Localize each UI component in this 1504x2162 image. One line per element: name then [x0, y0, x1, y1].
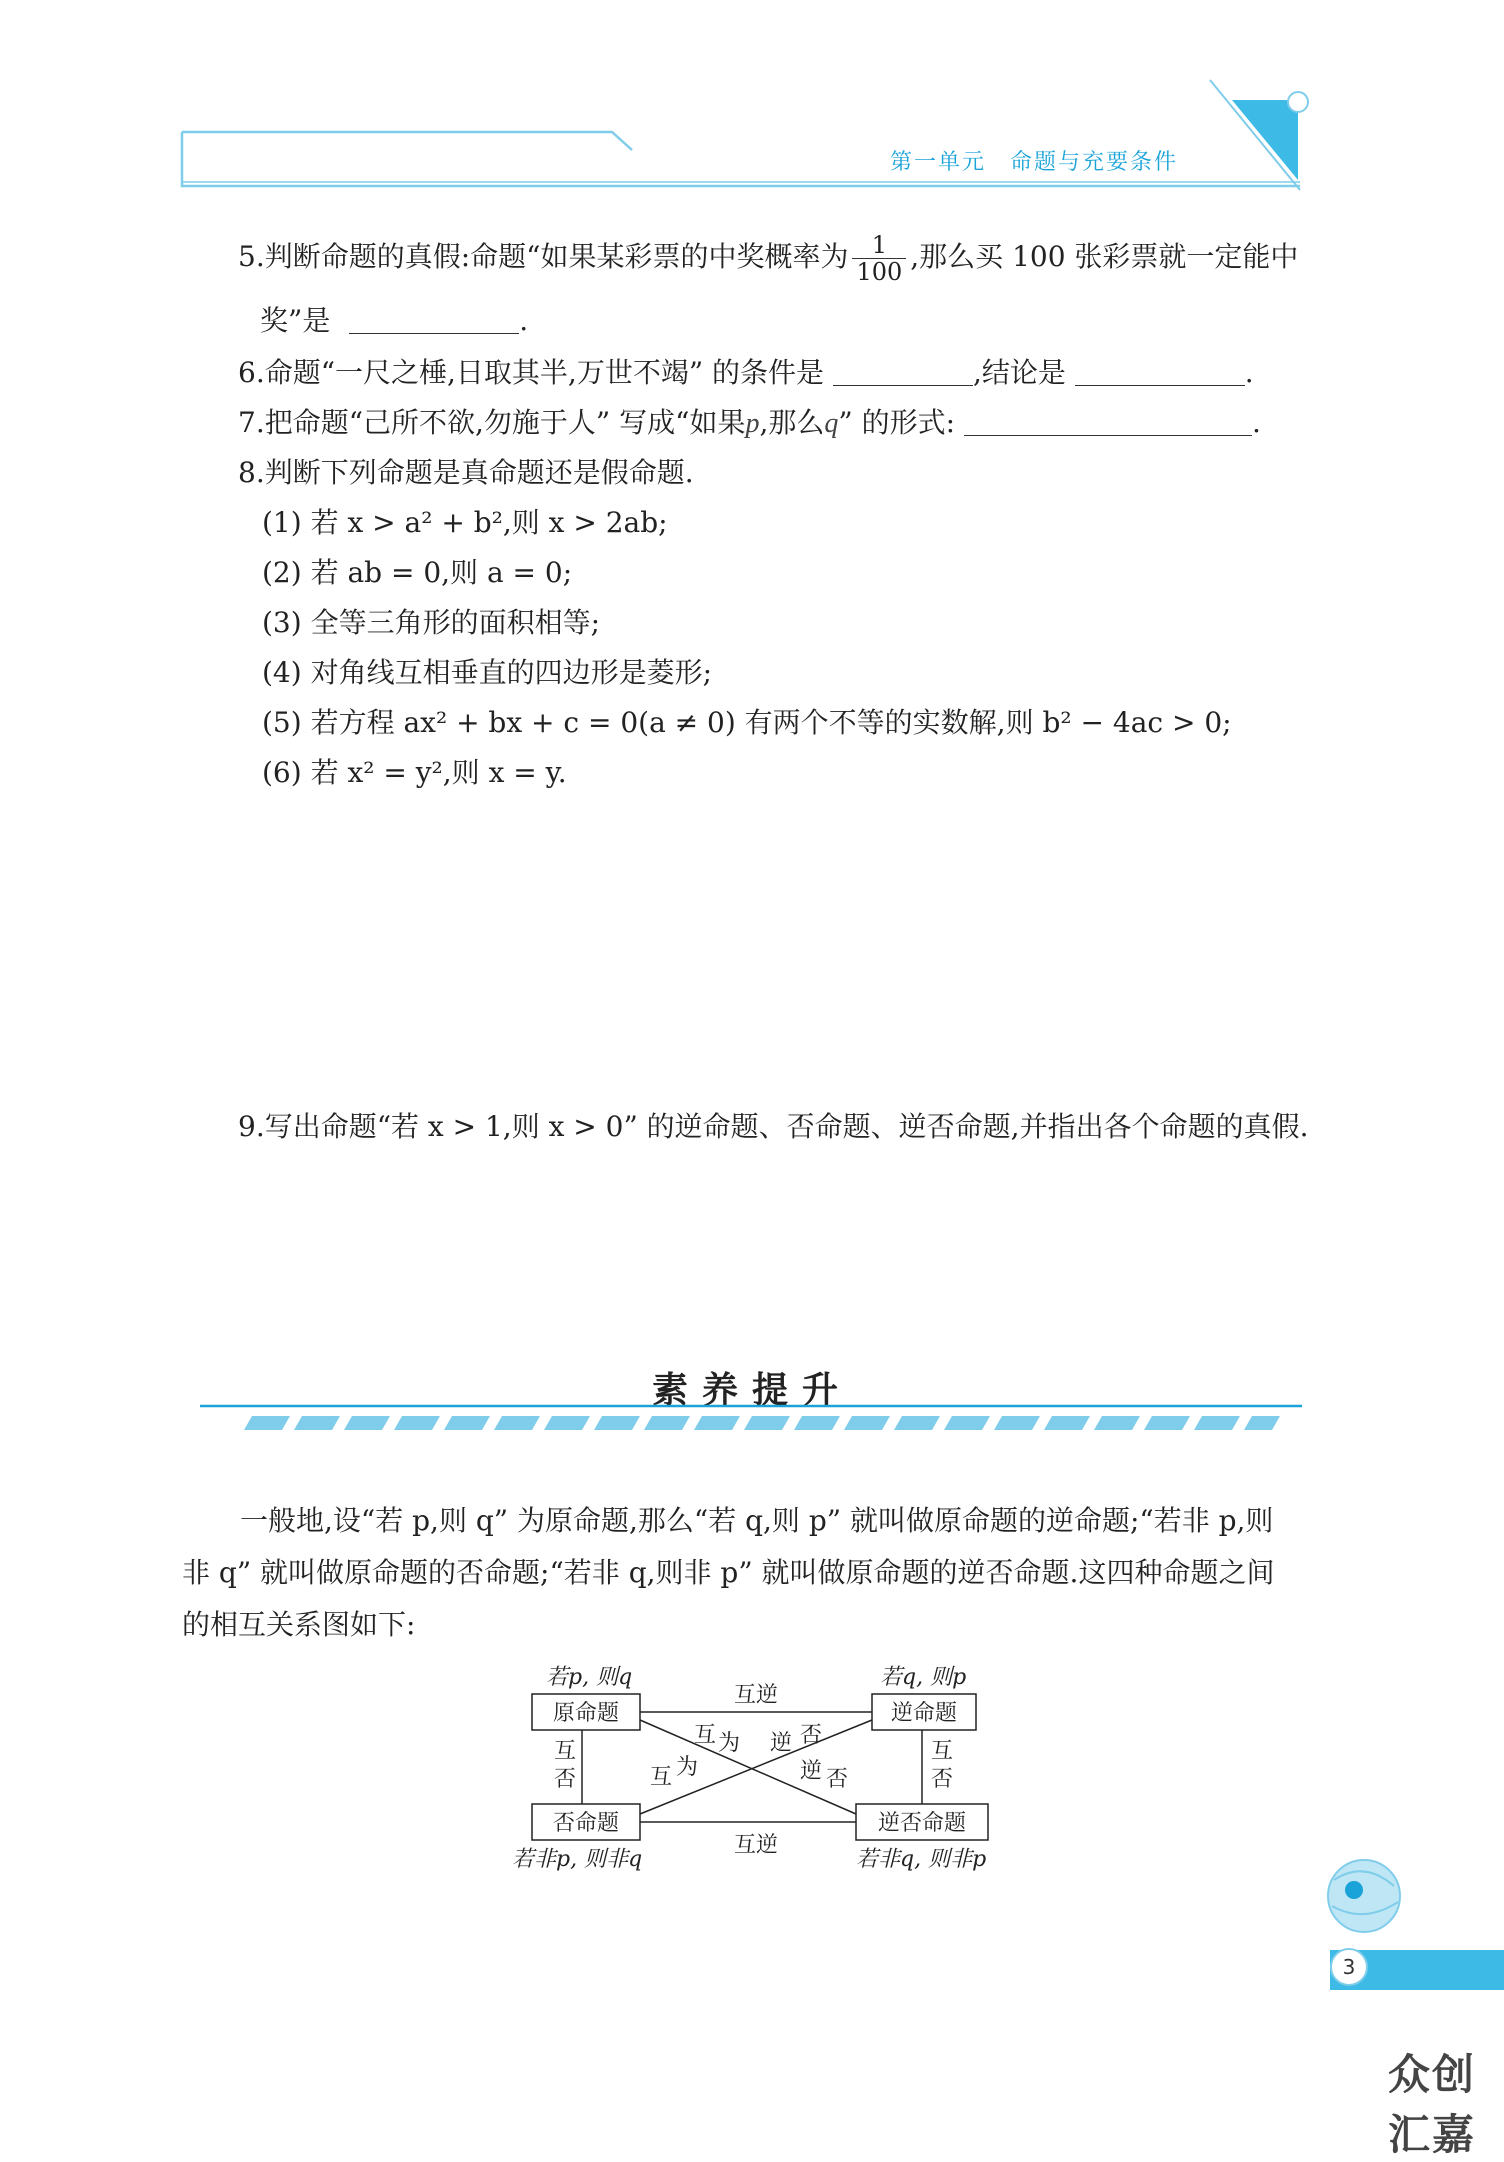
q5-end: .	[519, 304, 529, 337]
fraction-numerator: 1	[871, 231, 888, 259]
diag-label-b1: 逆	[770, 1731, 793, 1756]
intro-line-2: 非 q” 就叫做原命题的否命题;“若非 q,则非 p” 就叫做原命题的逆否命题.这四种命题之间	[182, 1556, 1275, 1589]
q5-suffix: ,那么买 100 张彩票就一定能中	[910, 240, 1299, 273]
section-title: 素养提升	[651, 1370, 852, 1411]
br-box-label: 逆否命题	[877, 1811, 967, 1836]
diag-label-c2: 为	[676, 1755, 699, 1780]
q7-end: .	[1251, 406, 1261, 439]
intro-line-1: 一般地,设“若 p,则 q” 为原命题,那么“若 q,则 p” 就叫做原命题的逆命题;“若非 p,则	[240, 1504, 1274, 1537]
q6-text-b: ,结论是	[972, 356, 1066, 389]
unit-title: 第一单元 命题与充要条件	[890, 150, 1179, 175]
diag-label-d2: 否	[826, 1767, 849, 1792]
q5-prefix: 5.判断命题的真假:命题“如果某彩票的中奖概率为	[238, 240, 849, 273]
tr-caption: 若q, 则p	[880, 1665, 967, 1690]
right-edge-label-2: 否	[930, 1767, 954, 1792]
q7-text-c: ” 的形式:	[838, 406, 956, 439]
watermark-logo: 众创汇嘉	[1388, 2050, 1477, 2159]
diag-label-a1: 互	[694, 1723, 717, 1748]
top-edge-label: 互逆	[733, 1683, 779, 1708]
intro-line-3: 的相互关系图如下:	[182, 1608, 416, 1641]
fraction-denominator: 100	[852, 258, 906, 285]
tr-box-label: 逆命题	[890, 1701, 958, 1726]
page-number: 3	[1330, 1948, 1368, 1986]
tl-caption: 若p, 则q	[546, 1665, 633, 1690]
q8-item: (2) 若 ab = 0,则 a = 0;	[262, 556, 573, 589]
q8-item: (5) 若方程 ax² + bx + c = 0(a ≠ 0) 有两个不等的实数解,则 b² − 4ac > 0;	[262, 706, 1232, 739]
q7-var-p: p	[745, 408, 760, 439]
diag-label-d1: 逆	[800, 1759, 823, 1784]
diagonal-line-a	[640, 1720, 856, 1814]
tl-box-label: 原命题	[552, 1701, 620, 1726]
br-caption: 若非q, 则非p	[856, 1847, 987, 1872]
q8-item: (6) 若 x² = y²,则 x = y.	[262, 756, 567, 789]
q7-text-b: ,那么	[759, 406, 825, 439]
left-edge-label-2: 否	[553, 1767, 577, 1792]
bottom-edge-label: 互逆	[733, 1833, 779, 1858]
q5-line2-text: 奖”是	[260, 304, 331, 337]
question-8-title: 8.判断下列命题是真命题还是假命题.	[238, 456, 694, 489]
diag-label-b2: 否	[800, 1723, 823, 1748]
q8-item: (4) 对角线互相垂直的四边形是菱形;	[262, 656, 712, 689]
bl-box-label: 否命题	[552, 1811, 620, 1836]
q8-item: (1) 若 x > a² + b²,则 x > 2ab;	[262, 506, 668, 539]
diag-label-c1: 互	[650, 1765, 673, 1790]
q7-var-q: q	[824, 408, 839, 439]
left-edge-label-1: 互	[553, 1739, 577, 1764]
q6-text-a: 6.命题“一尺之棰,日取其半,万世不竭” 的条件是	[238, 356, 825, 389]
q8-item: (3) 全等三角形的面积相等;	[262, 606, 600, 639]
right-edge-label-1: 互	[930, 1739, 954, 1764]
bl-caption: 若非p, 则非q	[512, 1847, 643, 1872]
q6-end: .	[1244, 356, 1254, 389]
diag-label-a2: 为	[718, 1731, 741, 1756]
q7-text-a: 7.把命题“己所不欲,勿施于人” 写成“如果	[238, 406, 746, 439]
question-9: 9.写出命题“若 x > 1,则 x > 0” 的逆命题、否命题、逆否命题,并指出各个命题的真假.	[238, 1110, 1309, 1143]
